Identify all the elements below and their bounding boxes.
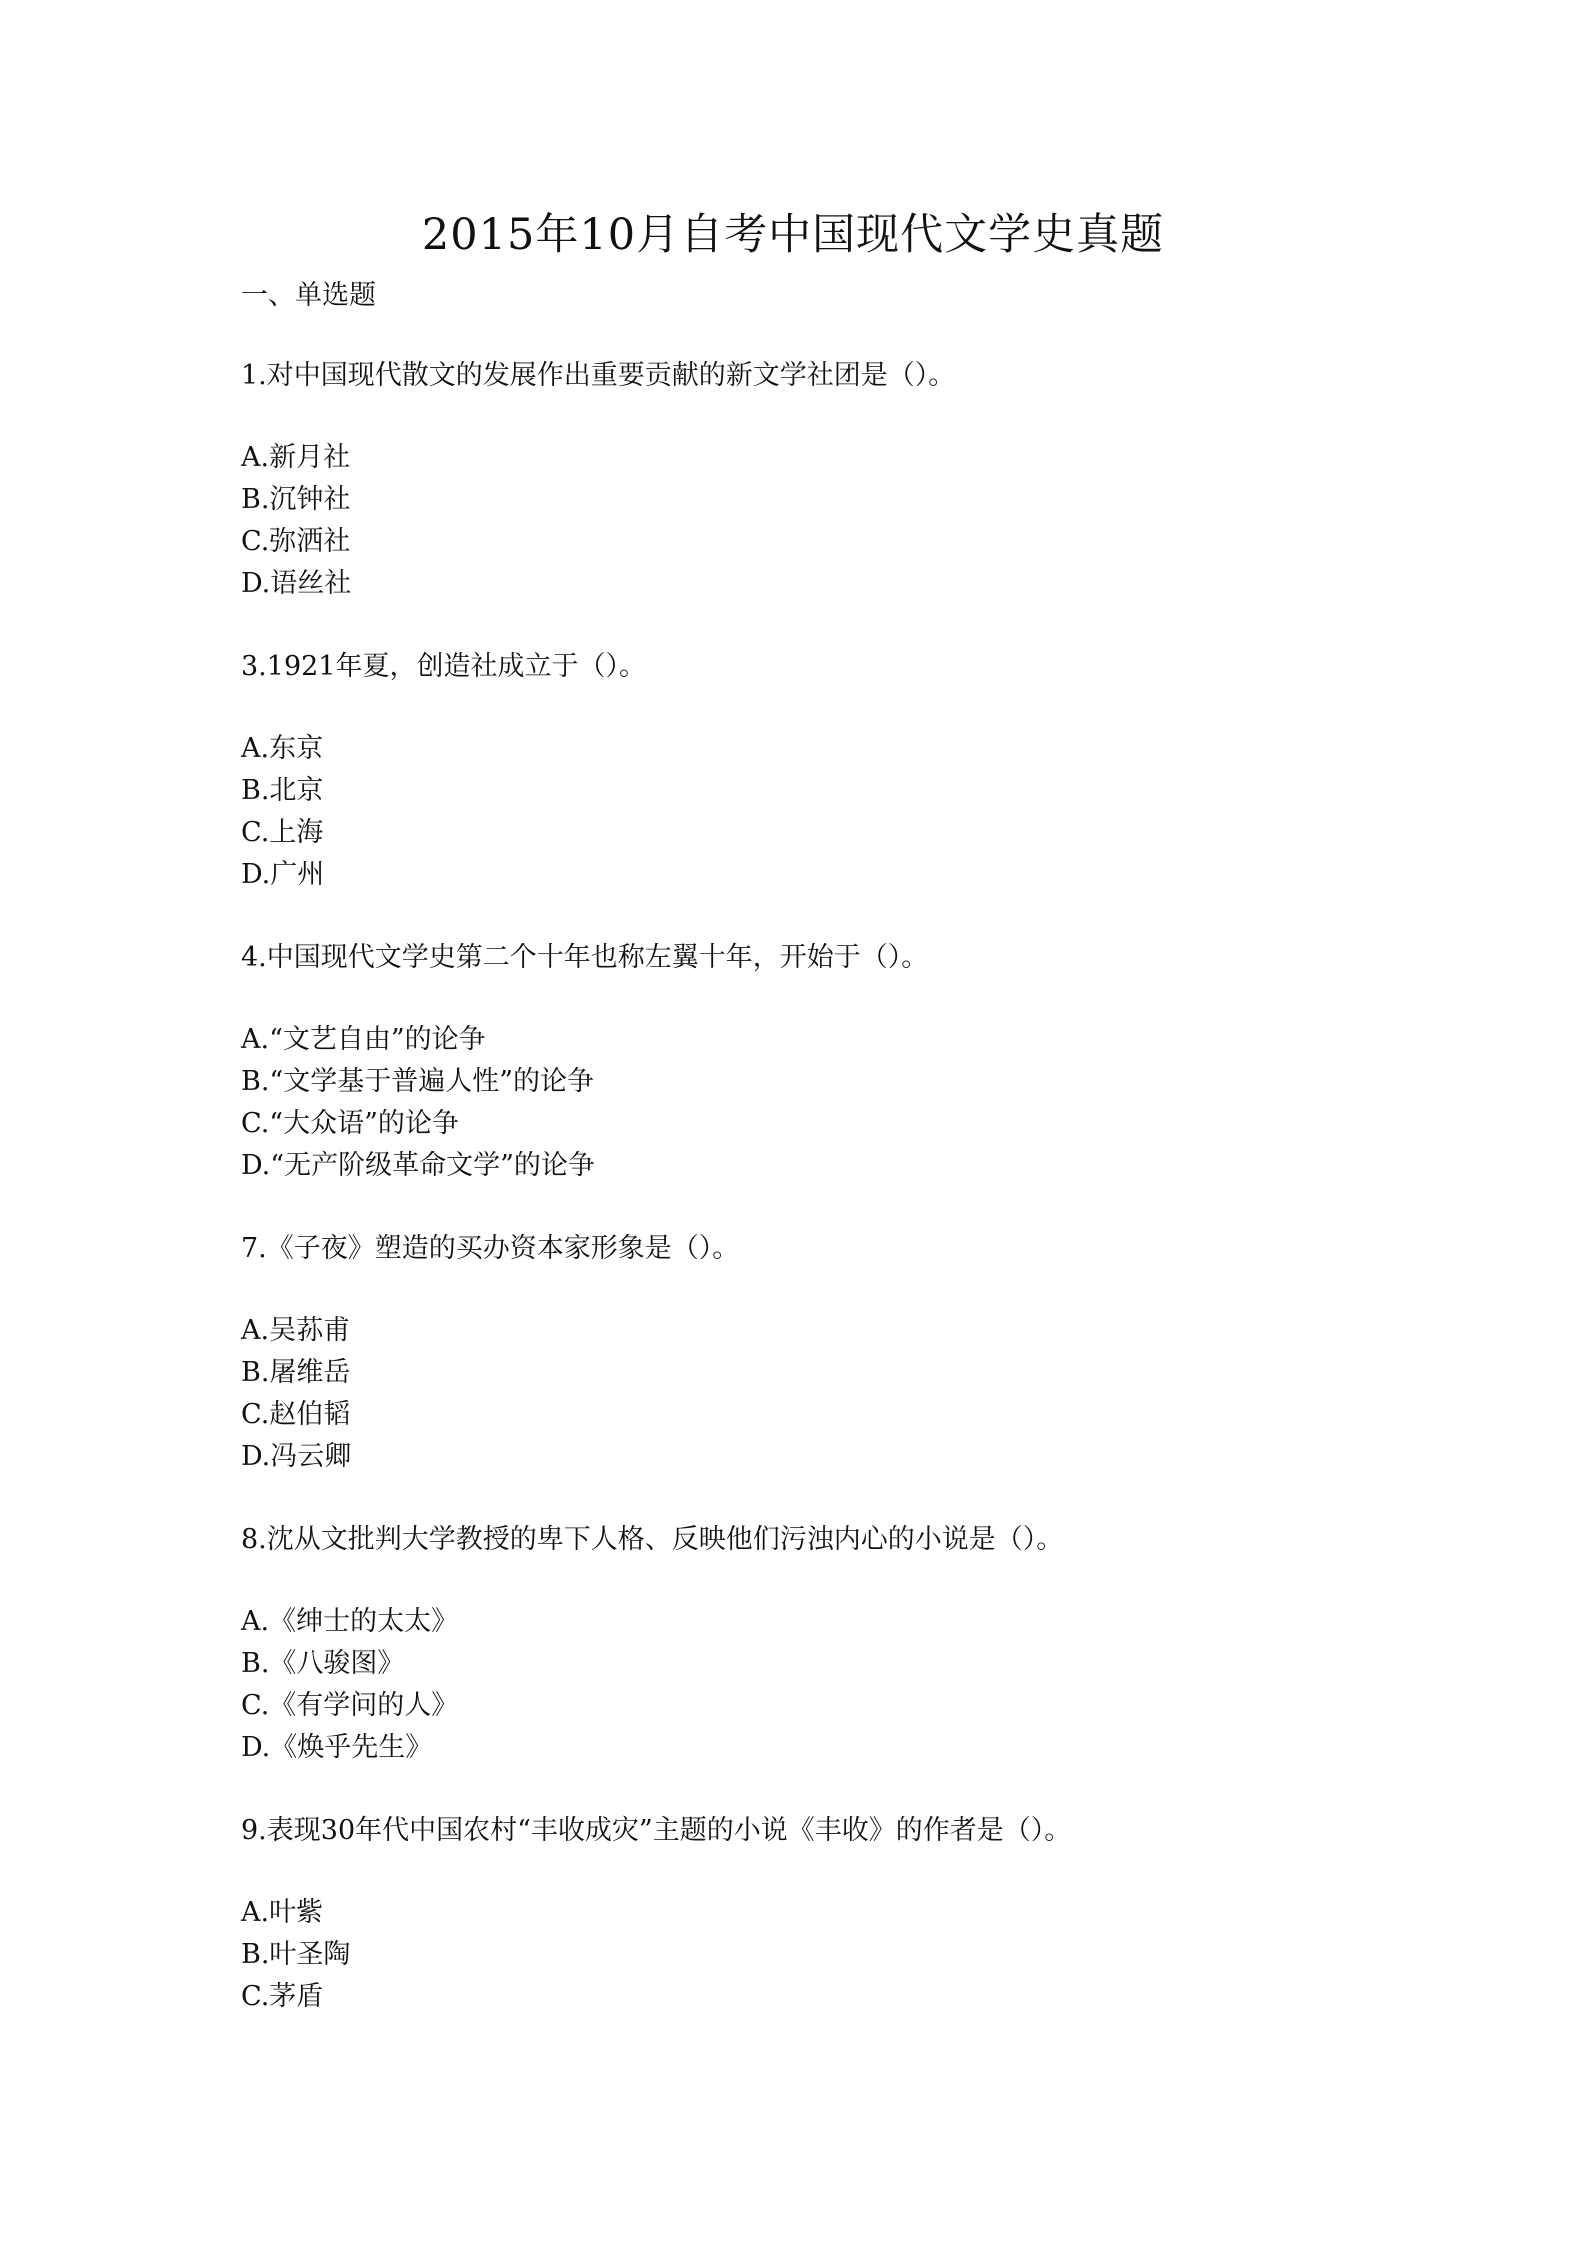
option-d: D.《焕乎先生》 [241,1732,433,1763]
option-a: A.东京 [241,733,324,764]
question-stem: 4.中国现代文学史第二个十年也称左翼十年，开始于（）。 [241,942,929,973]
option-a: A.叶紫 [241,1897,324,1928]
question-options [241,1310,1441,1478]
question-9 [241,1810,1441,2018]
document-title: 2015年10月自考中国现代文学史真题 [421,210,1165,260]
option-d: D.语丝社 [241,568,352,599]
document-content [241,275,1441,2018]
option-a: A.吴荪甫 [241,1315,351,1346]
option-a: A.新月社 [241,442,351,473]
section-heading: 一、单选题 [241,280,376,311]
option-c: C.“大众语”的论争 [241,1108,459,1139]
question-options [241,1892,1441,2018]
question-stem: 7.《子夜》塑造的买办资本家形象是（）。 [241,1233,740,1264]
question-3 [241,646,1441,896]
question-options [241,728,1441,896]
option-b: B.北京 [241,775,324,806]
option-b: B.叶圣陶 [241,1939,351,1970]
question-stem: 9.表现30年代中国农村“丰收成灾”主题的小说《丰收》的作者是（）。 [241,1815,1072,1846]
option-b: B.屠维岳 [241,1357,351,1388]
question-options [241,1601,1441,1769]
option-a: A.《绅士的太太》 [241,1606,459,1637]
option-d: D.“无产阶级革命文学”的论争 [241,1150,595,1181]
question-stem: 8.沈从文批判大学教授的卑下人格、反映他们污浊内心的小说是（）。 [241,1524,1064,1555]
question-1 [241,355,1441,605]
question-options [241,437,1441,605]
option-c: C.上海 [241,817,324,848]
question-7 [241,1228,1441,1478]
option-a: A.“文艺自由”的论争 [241,1024,486,1055]
option-c: C.《有学问的人》 [241,1690,459,1721]
option-d: D.冯云卿 [241,1441,352,1472]
option-c: C.赵伯韬 [241,1399,351,1430]
question-options [241,1019,1441,1187]
question-stem: 3.1921年夏，创造社成立于（）。 [241,651,646,682]
question-4 [241,937,1441,1187]
option-b: B.《八骏图》 [241,1648,405,1679]
option-c: C.茅盾 [241,1981,324,2012]
question-8 [241,1519,1441,1769]
option-d: D.广州 [241,859,325,890]
question-stem: 1.对中国现代散文的发展作出重要贡献的新文学社团是（）。 [241,360,956,391]
option-b: B.“文学基于普遍人性”的论争 [241,1066,595,1097]
option-b: B.沉钟社 [241,484,351,515]
option-c: C.弥洒社 [241,526,351,557]
